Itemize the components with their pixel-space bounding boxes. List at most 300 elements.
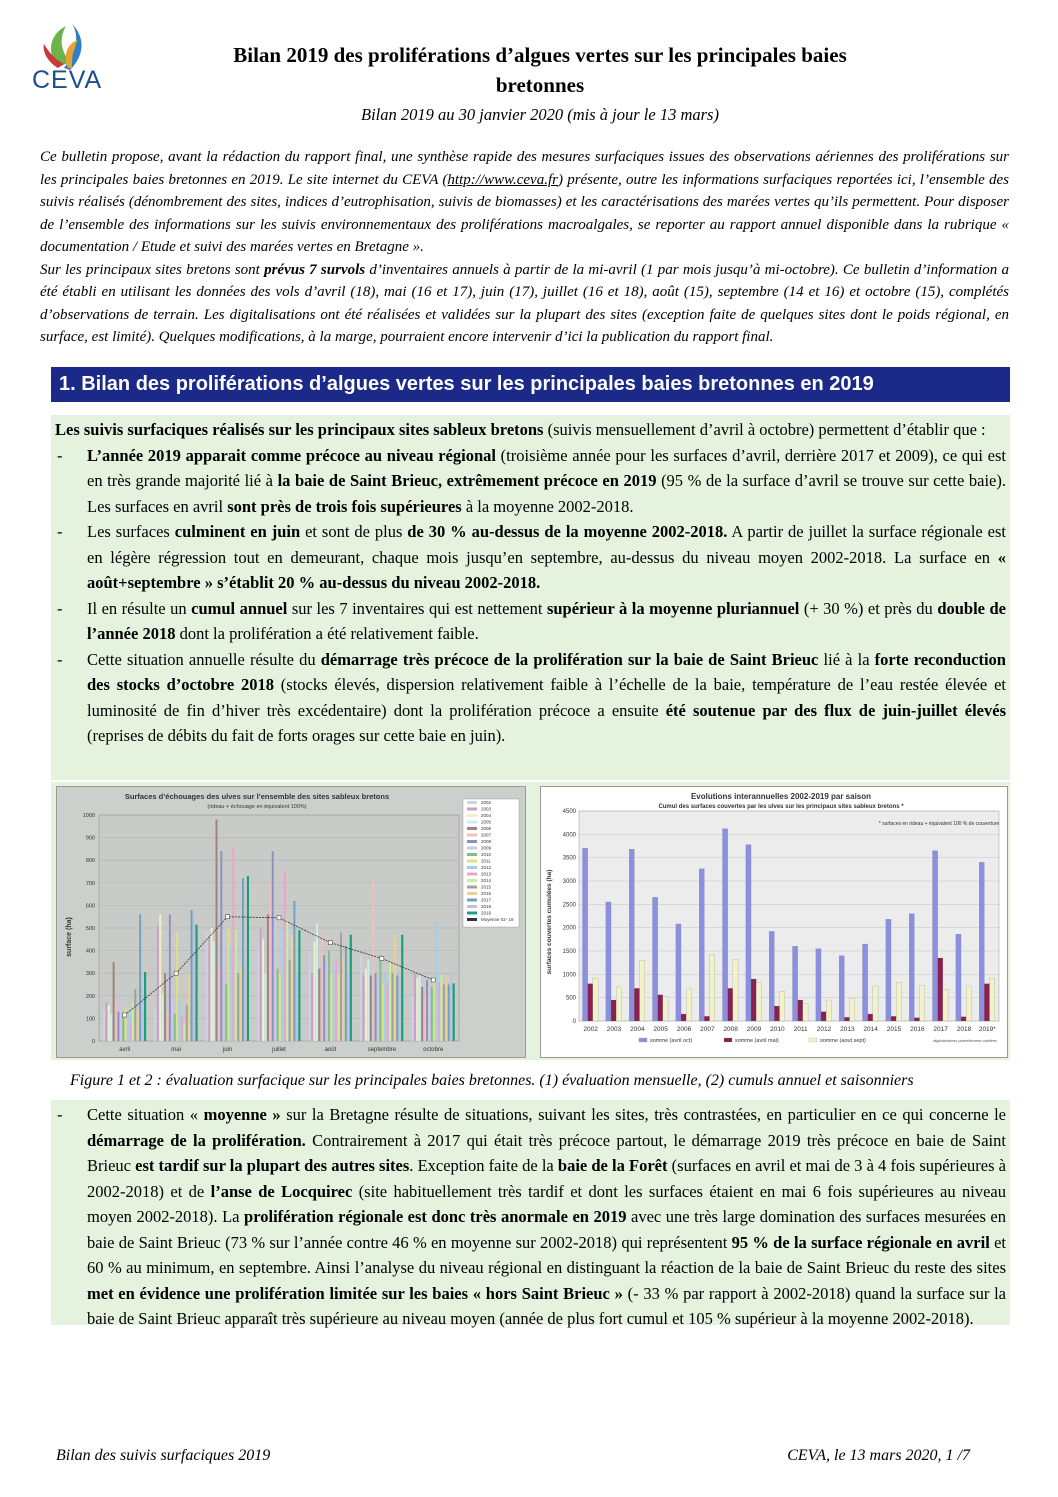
bullet-item: [55, 443, 1006, 520]
bar: [803, 1003, 808, 1021]
contrast-box: [51, 1100, 1010, 1328]
bar: [984, 984, 989, 1021]
bar: [191, 910, 193, 1041]
bold-text: de 30 % au-dessus de la moyenne 2002-2018.: [407, 522, 728, 541]
body-text: (reprises de débits du fait de forts orages sur cette baie en juin).: [87, 726, 506, 745]
bar: [640, 960, 645, 1021]
legend-label: somme (avril mai): [735, 1038, 779, 1044]
bullet-dash: -: [57, 445, 63, 465]
x-tick-label: juillet: [272, 1047, 286, 1053]
bar: [728, 988, 733, 1021]
legend-label: 2012: [481, 865, 492, 870]
x-tick-label: 2003: [606, 1026, 622, 1033]
body-text: (- 33 % par rapport à 2002-2018) quand la surface sur la baie de Saint Brieuc apparaît très supérieure au niveau moyen (année de plus fort cumul et 105 % supérieur à la moyenne 2002-2018).: [87, 1283, 1006, 1328]
bar-2019: [144, 972, 146, 1041]
bar: [316, 923, 318, 1041]
legend-swatch: [467, 801, 477, 804]
legend-swatch: [467, 853, 477, 856]
y-tick-label: 200: [85, 993, 95, 1000]
bar: [769, 931, 774, 1021]
bar: [183, 1023, 185, 1041]
bar: [257, 946, 259, 1041]
bar: [159, 914, 161, 1041]
y-tick-label: 2500: [562, 902, 576, 909]
bold-text: supérieur à la moyenne pluriannuel: [546, 598, 800, 618]
bar: [105, 1003, 107, 1041]
bar: [426, 980, 428, 1041]
x-tick-label: 2008: [723, 1026, 738, 1033]
bar: [686, 989, 691, 1021]
bar: [868, 1014, 873, 1021]
legend-swatch: [467, 808, 477, 811]
chart2-subtitle: Cumul des surfaces couvertes par les ulves sur les principaux sites sableux bretons *: [658, 804, 904, 810]
y-tick-label: 2000: [562, 925, 576, 932]
legend-swatch: [467, 879, 477, 882]
bar: [629, 849, 634, 1021]
chart1-legend: [463, 799, 519, 927]
bar: [267, 914, 269, 1041]
bar: [441, 975, 443, 1041]
bar: [162, 994, 164, 1041]
x-tick-label: 2010: [770, 1026, 785, 1033]
legend-label: 2003: [481, 806, 492, 812]
bar: [375, 973, 377, 1041]
bar: [933, 851, 938, 1021]
bar: [873, 986, 878, 1021]
legend-label: 2006: [481, 826, 492, 831]
bar-2019: [350, 935, 352, 1041]
intro-p2-text-a: Sur les principaux sites bretons sont: [40, 261, 265, 278]
bar: [169, 914, 171, 1041]
bar: [330, 973, 332, 1041]
bar: [347, 973, 349, 1041]
bar: [360, 955, 362, 1041]
legend-swatch: [467, 847, 477, 850]
bar: [780, 991, 785, 1021]
section-heading-text: 1. Bilan des proliférations d’algues vertes sur les principales baies bretonnes en 2019: [59, 373, 874, 395]
legend-swatch: [467, 892, 477, 895]
bold-text: double de l’année 2018: [87, 598, 1007, 643]
bar: [218, 969, 220, 1041]
legend-swatch: [639, 1038, 647, 1042]
legend-swatch: [467, 905, 477, 908]
bar: [421, 987, 423, 1041]
x-tick-label: 2002: [583, 1026, 598, 1033]
bar: [365, 969, 367, 1041]
bar: [323, 955, 325, 1041]
chart2-ylabel: surfaces couvertes cumulées (ha): [546, 869, 553, 975]
mean-point: [174, 971, 178, 975]
bar: [228, 928, 230, 1041]
bold-text: met en évidence une prolifération limitée sur les baies « hors Saint Brieuc »: [87, 1283, 623, 1303]
bar: [115, 1000, 117, 1041]
bold-text: été soutenue par des flux de juin-juillet élevés: [665, 700, 1006, 720]
y-tick-label: 1000: [82, 813, 95, 819]
bar: [428, 985, 430, 1042]
bar: [793, 946, 798, 1021]
bar: [326, 962, 328, 1041]
body-text: sur la Bretagne résulte de situations, suivant les sites, très contrastées, en particulier en ce qui concerne le: [280, 1105, 1007, 1124]
bar-2019: [195, 925, 197, 1041]
bar: [296, 973, 298, 1041]
legend-label: 2017: [481, 897, 492, 903]
bar: [260, 928, 262, 1041]
y-tick-label: 4000: [562, 832, 576, 839]
body-text: dont la prolifération a été relativement faible.: [175, 624, 479, 643]
body-text: (troisième année pour les surfaces d’avril, derrière 2017 et 2009), ce qui est en très grande majorité lié à: [87, 445, 1006, 490]
bar: [186, 1005, 188, 1041]
x-tick-label: 2011: [793, 1026, 808, 1033]
ceva-website-link[interactable]: http://www.ceva.fr: [447, 171, 558, 188]
findings-box: [51, 415, 1010, 780]
chart1-ylabel: surface (ha): [66, 917, 73, 957]
bar: [850, 999, 855, 1021]
bar: [438, 982, 440, 1041]
bar: [863, 944, 868, 1021]
mean-point: [226, 915, 230, 919]
bar: [774, 1006, 779, 1021]
y-tick-label: 600: [85, 903, 95, 910]
legend-label: somme (aout sept): [820, 1038, 866, 1044]
findings-lead-bold: Les suivis surfaciques réalisés sur les principaux sites sableux bretons: [55, 420, 544, 439]
bar: [396, 975, 398, 1041]
legend-swatch: [467, 860, 477, 863]
bar: [606, 902, 611, 1021]
bar: [387, 982, 389, 1041]
bold-text: est tardif sur la plupart des autres sites: [135, 1156, 410, 1175]
legend-label: 2007: [481, 832, 492, 838]
bar: [142, 996, 144, 1041]
bar: [821, 1012, 826, 1021]
intro-paragraph-1: [40, 146, 1009, 259]
y-tick-label: 1500: [562, 949, 576, 955]
bold-text: baie de la Forêt: [557, 1156, 668, 1175]
monthly-surface-chart: [56, 786, 526, 1058]
y-tick-label: 400: [85, 948, 95, 955]
bar-2019: [298, 930, 300, 1041]
bar: [412, 996, 414, 1041]
bar: [433, 978, 435, 1041]
bar: [164, 973, 166, 1041]
bullet-item: [55, 1102, 1006, 1332]
mean-point: [380, 957, 384, 961]
bar: [289, 960, 291, 1041]
legend-label: 2013: [481, 871, 492, 877]
body-text: à la moyenne 2002-2018.: [461, 496, 634, 516]
y-tick-label: 800: [85, 858, 95, 865]
bar: [137, 1009, 139, 1041]
legend-label: Moyenne 02- 18: [481, 917, 514, 922]
bar: [242, 878, 244, 1041]
legend-label: 2005: [481, 819, 492, 825]
bar: [293, 901, 295, 1041]
bar: [235, 930, 237, 1041]
bar: [658, 995, 663, 1021]
bar: [269, 883, 271, 1041]
bar: [176, 933, 178, 1041]
y-tick-label: 4500: [562, 809, 576, 815]
bar: [223, 933, 225, 1041]
y-tick-label: 3500: [562, 855, 576, 862]
legend-label: 2009: [481, 845, 492, 851]
title-line-1: Bilan 2019 des proliférations d’algues vertes sur les principales baies: [233, 43, 847, 67]
x-tick-label: 2015: [886, 1026, 902, 1033]
body-text: (+ 30 %) et près du: [799, 598, 938, 618]
title-line-2: bretonnes: [495, 73, 585, 97]
bar: [710, 955, 715, 1021]
bar: [321, 933, 323, 1041]
bar: [448, 985, 450, 1042]
bar: [333, 969, 335, 1041]
body-text: . Exception faite de la: [409, 1156, 558, 1175]
legend-swatch: [467, 834, 477, 837]
bar: [265, 973, 267, 1041]
bold-text: prolifération régionale est donc très anormale en 2019: [244, 1207, 627, 1226]
bar: [938, 958, 943, 1021]
bar: [756, 983, 761, 1021]
bar: [399, 973, 401, 1041]
intro-text: [40, 146, 1009, 349]
y-tick-label: 0: [572, 1019, 576, 1025]
bar: [961, 1017, 966, 1021]
bar: [436, 921, 438, 1041]
body-text: avec une très large domination des surfaces mesurées en baie de Saint Brieuc (73 % sur l’année contre 46 % en moyenne sur 2002-2018) qui représentent: [87, 1207, 1006, 1252]
bar: [367, 960, 369, 1041]
bold-text: L’année 2019 apparait comme précoce au niveau régional: [87, 445, 496, 465]
bar: [844, 1017, 849, 1021]
x-tick-label: 2014: [863, 1026, 878, 1033]
bar: [216, 820, 218, 1041]
bar: [445, 978, 447, 1041]
footer-left: Bilan des suivis surfaciques 2019: [56, 1447, 271, 1464]
bar: [311, 973, 313, 1041]
bar: [956, 934, 961, 1021]
body-text: (site habituellement très tardif et dont les surfaces étaient en mai 6 fois supérieures au niveau moyen 2002-2018). La: [87, 1181, 1006, 1226]
bar: [914, 1018, 919, 1021]
bar: [379, 955, 381, 1041]
bold-text: l’anse de Locquirec: [210, 1181, 353, 1201]
legend-swatch: [467, 918, 477, 921]
legend-swatch: [467, 899, 477, 902]
bar-2019: [401, 935, 403, 1041]
bold-text: forte reconduction des stocks d’octobre 2018: [87, 649, 1006, 694]
bar: [583, 848, 588, 1021]
bar: [237, 973, 239, 1041]
bar: [839, 956, 844, 1021]
chart2-plot-area: [563, 809, 1000, 1044]
bar: [920, 985, 925, 1021]
bar: [377, 978, 379, 1041]
bar: [616, 987, 621, 1021]
findings-lead-text: (suivis mensuellement d’avril à octobre) permettent d’établir que :: [543, 420, 986, 439]
bold-text: sont près de trois fois supérieures: [227, 496, 462, 516]
bar: [244, 962, 246, 1041]
bar: [384, 973, 386, 1041]
bar: [134, 989, 136, 1041]
bar: [676, 924, 681, 1021]
bar: [154, 1007, 156, 1041]
legend-label: 2019: [481, 910, 492, 916]
page-subtitle: Bilan 2019 au 30 janvier 2020 (mis à jour le 13 mars): [361, 105, 719, 124]
legend-swatch: [809, 1038, 817, 1042]
chart2-note: * surfaces en rideau + équivalent 100 % de couverture: [878, 821, 1000, 827]
bar: [653, 897, 658, 1021]
legend-label: 2004: [481, 813, 492, 818]
bar: [181, 1016, 183, 1041]
bar: [431, 987, 433, 1041]
bar: [443, 985, 445, 1042]
bar: [370, 975, 372, 1041]
legend-swatch: [467, 821, 477, 824]
x-tick-label: 2005: [653, 1026, 668, 1033]
x-tick-label: 2012: [816, 1026, 832, 1033]
legend-label: 2018: [481, 904, 492, 909]
intro-p1-text-a: Ce bulletin propose, avant la rédaction du rapport final, une synthèse rapide des mesures surfaciques issues des observations aériennes des proliférations sur les principales baies bretonnes en 2019. Le site internet du CEVA (: [40, 149, 1009, 188]
y-tick-label: 100: [85, 1016, 95, 1023]
legend-swatch: [467, 873, 477, 876]
body-text: et sont de plus: [300, 522, 408, 541]
bar: [419, 975, 421, 1041]
bar: [798, 1000, 803, 1021]
bar: [345, 946, 347, 1041]
bar: [450, 973, 452, 1041]
body-text: lié à la: [818, 649, 875, 669]
bullet-dash: -: [57, 649, 63, 669]
legend-swatch: [467, 912, 477, 915]
bar: [340, 933, 342, 1041]
mean-point: [328, 941, 332, 945]
bar: [634, 988, 639, 1021]
legend-label: 2008: [481, 839, 492, 844]
x-tick-label: 2016: [910, 1026, 925, 1033]
y-tick-label: 1000: [562, 972, 576, 979]
bar: [166, 1012, 168, 1041]
x-tick-label: 2019*: [978, 1026, 996, 1033]
bold-text: démarrage de la prolifération.: [87, 1130, 306, 1150]
bold-text: démarrage très précoce de la prolifération sur la baie de Saint Brieuc: [320, 649, 819, 669]
bold-text: « août+septembre » s’établit 20 % au-dessus du niveau 2002-2018.: [87, 547, 1006, 592]
mean-point: [123, 1013, 127, 1017]
y-tick-label: 0: [91, 1039, 95, 1045]
footer-right: CEVA, le 13 mars 2020, 1 /7: [787, 1447, 970, 1464]
body-text: Les surfaces: [87, 522, 175, 541]
bar: [108, 1005, 110, 1041]
bar: [966, 986, 971, 1021]
bar-2019: [247, 876, 249, 1041]
bar: [746, 845, 751, 1021]
bar: [314, 942, 316, 1041]
bar: [979, 862, 984, 1021]
y-tick-label: 500: [565, 995, 576, 1002]
bar: [174, 1014, 176, 1041]
chart2-title: Evolutions interannuelles 2002-2019 par saison: [690, 792, 872, 801]
bullet-dash: -: [57, 1105, 63, 1124]
body-text: sur les 7 inventaires qui est nettement: [287, 598, 547, 618]
bar: [277, 969, 279, 1041]
legend-swatch: [467, 886, 477, 889]
chart1-plot-area: [83, 813, 459, 1053]
bar: [363, 975, 365, 1041]
legend-label: 2011: [481, 858, 491, 864]
annual-cumul-chart: [540, 786, 1008, 1058]
bar: [225, 985, 227, 1042]
figure-caption: Figure 1 et 2 : évaluation surfacique sur les principales baies bretonnes. (1) évaluation mensuelle, (2) cumuls annuel et saisonniers: [70, 1072, 914, 1089]
bold-text: moyenne »: [203, 1105, 281, 1124]
chart1-title: Surfaces d’échouages des ulves sur l’ensemble des sites sableux bretons: [124, 792, 390, 801]
bar: [188, 973, 190, 1041]
bar: [611, 1000, 616, 1021]
bar: [286, 919, 288, 1041]
bar: [588, 984, 593, 1021]
x-tick-label: 2018: [956, 1026, 972, 1033]
bar: [206, 933, 208, 1041]
bold-text: la baie de Saint Brieuc, extrêmement précoce en 2019: [277, 471, 657, 490]
legend-swatch: [724, 1038, 732, 1042]
bar: [262, 939, 264, 1041]
x-tick-label: octobre: [423, 1047, 444, 1053]
bar: [681, 1014, 686, 1021]
bar: [117, 1012, 119, 1041]
intro-p1-text-b: ) présente, outre les informations surfaciques reportées ici, l’ensemble des suivis réalisés (dénombrement des sites, indices d’eutrophisation, suivis de biomasses) et les caractérisations des marées vertes qu’ils permettent. Pour disposer de l’ensemble des informations sur les suivis environnementaux des proliférations macroalgales, se reporter au rapport annuel disponible dans la rubrique « documentation / Etude et suivi des marées vertes en Bretagne ».: [40, 171, 1009, 255]
findings-lead: [55, 417, 1006, 443]
bar: [909, 914, 914, 1021]
bar: [179, 1000, 181, 1041]
intro-p2-bold: prévus 7 survols: [264, 261, 366, 278]
bar: [211, 928, 213, 1041]
bar: [382, 985, 384, 1042]
bar: [120, 996, 122, 1041]
bar: [232, 847, 234, 1041]
x-tick-label: juin: [222, 1047, 233, 1053]
mean-point: [277, 916, 281, 920]
bar: [335, 962, 337, 1041]
section-heading: [51, 367, 1010, 402]
bold-text: cumul annuel: [191, 598, 288, 618]
y-tick-label: 700: [85, 880, 95, 887]
bullet-item: [55, 519, 1006, 596]
bar: [130, 1021, 132, 1041]
bar: [414, 973, 416, 1041]
body-text: et 60 % au minimum, en septembre. Ainsi l’analyse du niveau régional en distinguant la réaction de la baie de Saint Brieuc du reste des sites: [87, 1232, 1006, 1277]
y-tick-label: 300: [85, 971, 95, 978]
bar: [122, 1016, 124, 1041]
legend-label: 2002: [481, 800, 492, 805]
bar: [723, 829, 728, 1021]
body-text: (95 % de la surface d’avril se trouve sur cette baie). Les surfaces en avril: [87, 471, 1006, 516]
x-tick-label: août: [324, 1047, 337, 1053]
bar: [338, 973, 340, 1041]
bar: [943, 989, 948, 1021]
mean-point: [431, 978, 435, 982]
x-tick-label: 2009: [746, 1026, 762, 1033]
bar: [213, 942, 215, 1041]
bar: [826, 1000, 831, 1021]
bar: [318, 969, 320, 1041]
legend-swatch: [467, 814, 477, 817]
bar: [171, 996, 173, 1041]
bar: [342, 955, 344, 1041]
bar: [663, 997, 668, 1021]
legend-label: 2015: [481, 884, 492, 890]
bar: [416, 978, 418, 1041]
intro-paragraph-2: [40, 259, 1009, 349]
bar: [593, 978, 598, 1021]
chart2-footnote: digitalisations partiellement validées: [933, 1038, 997, 1043]
legend-swatch: [467, 827, 477, 830]
bar: [424, 996, 426, 1041]
bold-text: culminent en juin: [174, 522, 301, 541]
bar: [328, 951, 330, 1041]
